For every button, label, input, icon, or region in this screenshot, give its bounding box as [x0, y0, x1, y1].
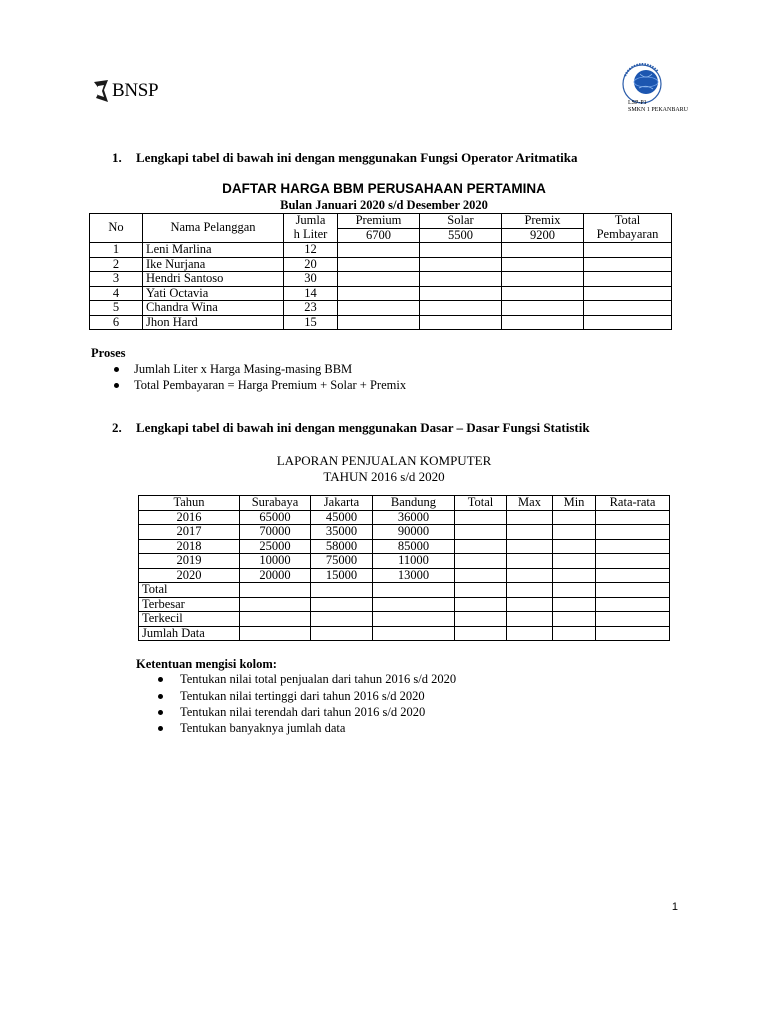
page-number: 1	[671, 901, 678, 913]
row-liter: 30	[284, 272, 338, 287]
empty-cell	[596, 612, 670, 627]
empty-cell	[240, 626, 311, 641]
price-premix: 9200	[502, 228, 584, 243]
empty-cell	[455, 568, 507, 583]
table-row	[90, 286, 672, 301]
ketentuan-item	[158, 672, 456, 687]
empty-cell	[553, 539, 596, 554]
empty-cell	[584, 243, 672, 258]
row-surabaya: 10000	[240, 554, 311, 569]
row-nama: Ike Nurjana	[143, 257, 284, 272]
price-solar: 5500	[420, 228, 502, 243]
empty-cell	[338, 257, 420, 272]
ketentuan-label: Ketentuan mengisi kolom:	[136, 657, 277, 671]
table-row	[139, 510, 670, 525]
empty-cell	[420, 301, 502, 316]
header-premium: Premium	[338, 214, 420, 229]
empty-cell	[455, 612, 507, 627]
header-surabaya: Surabaya	[240, 496, 311, 511]
bullet-icon	[158, 677, 163, 682]
row-tahun: 2018	[139, 539, 240, 554]
empty-cell	[311, 626, 373, 641]
empty-cell	[420, 315, 502, 330]
q2-instruction: Lengkapi tabel di bawah ini dengan menggunakan Dasar – Dasar Fungsi Statistik	[136, 420, 590, 435]
table-header-row	[139, 496, 670, 511]
table-row	[90, 301, 672, 316]
proses-text: Jumlah Liter x Harga Masing-masing BBM	[134, 362, 353, 376]
table-row	[90, 315, 672, 330]
header-jumlah-liter-2: h Liter	[284, 228, 338, 243]
row-no: 6	[90, 315, 143, 330]
empty-cell	[596, 568, 670, 583]
header-total-1: Total	[584, 214, 672, 229]
row-jakarta: 45000	[311, 510, 373, 525]
empty-cell	[507, 539, 553, 554]
empty-cell	[420, 286, 502, 301]
summary-label: Terbesar	[139, 597, 240, 612]
empty-cell	[553, 612, 596, 627]
summary-row	[139, 597, 670, 612]
row-tahun: 2016	[139, 510, 240, 525]
empty-cell	[373, 597, 455, 612]
empty-cell	[553, 525, 596, 540]
empty-cell	[420, 257, 502, 272]
row-jakarta: 15000	[311, 568, 373, 583]
empty-cell	[338, 315, 420, 330]
header-no: No	[90, 214, 143, 243]
ketentuan-text: Tentukan nilai total penjualan dari tahun 2016 s/d 2020	[180, 672, 457, 686]
table-row	[90, 272, 672, 287]
empty-cell	[596, 597, 670, 612]
empty-cell	[311, 597, 373, 612]
table-row	[90, 243, 672, 258]
header-bandung: Bandung	[373, 496, 455, 511]
empty-cell	[553, 597, 596, 612]
empty-cell	[311, 612, 373, 627]
header-total-2: Pembayaran	[584, 228, 672, 243]
empty-cell	[373, 583, 455, 598]
empty-cell	[420, 243, 502, 258]
row-jakarta: 75000	[311, 554, 373, 569]
row-bandung: 11000	[373, 554, 455, 569]
bullet-icon	[114, 383, 119, 388]
lsp-logo-line2: SMKN 1 PEKANBARU	[628, 107, 689, 113]
empty-cell	[373, 626, 455, 641]
header-jakarta: Jakarta	[311, 496, 373, 511]
ketentuan-item	[158, 705, 425, 720]
empty-cell	[584, 315, 672, 330]
summary-row	[139, 583, 670, 598]
row-nama: Chandra Wina	[143, 301, 284, 316]
empty-cell	[596, 626, 670, 641]
empty-cell	[420, 272, 502, 287]
empty-cell	[596, 583, 670, 598]
empty-cell	[502, 257, 584, 272]
row-bandung: 13000	[373, 568, 455, 583]
row-jakarta: 58000	[311, 539, 373, 554]
empty-cell	[338, 301, 420, 316]
empty-cell	[338, 272, 420, 287]
empty-cell	[596, 539, 670, 554]
q2-table-title: LAPORAN PENJUALAN KOMPUTER	[276, 453, 492, 468]
ketentuan-text: Tentukan banyaknya jumlah data	[180, 721, 346, 735]
empty-cell	[502, 315, 584, 330]
header-tahun: Tahun	[139, 496, 240, 511]
row-surabaya: 65000	[240, 510, 311, 525]
q1-instruction: Lengkapi tabel di bawah ini dengan menggunakan Fungsi Operator Aritmatika	[136, 150, 578, 165]
bullet-icon	[158, 726, 163, 731]
table-row	[139, 554, 670, 569]
empty-cell	[455, 626, 507, 641]
ketentuan-text: Tentukan nilai tertinggi dari tahun 2016 s/d 2020	[180, 689, 425, 703]
row-bandung: 90000	[373, 525, 455, 540]
row-surabaya: 25000	[240, 539, 311, 554]
ketentuan-text: Tentukan nilai terendah dari tahun 2016 s/d 2020	[180, 705, 426, 719]
bbm-price-table	[89, 213, 672, 330]
empty-cell	[553, 510, 596, 525]
empty-cell	[507, 568, 553, 583]
empty-cell	[584, 301, 672, 316]
row-tahun: 2019	[139, 554, 240, 569]
table-row	[139, 539, 670, 554]
row-no: 2	[90, 257, 143, 272]
q1-number: 1.	[112, 150, 122, 165]
header-premix: Premix	[502, 214, 584, 229]
header-jumlah-liter-1: Jumla	[284, 214, 338, 229]
row-liter: 12	[284, 243, 338, 258]
empty-cell	[502, 272, 584, 287]
empty-cell	[455, 583, 507, 598]
bnsp-emblem-icon	[92, 78, 110, 104]
row-nama: Yati Octavia	[143, 286, 284, 301]
header-nama-pelanggan: Nama Pelanggan	[143, 214, 284, 243]
empty-cell	[553, 583, 596, 598]
empty-cell	[338, 286, 420, 301]
row-nama: Leni Marlina	[143, 243, 284, 258]
empty-cell	[311, 583, 373, 598]
empty-cell	[584, 257, 672, 272]
row-liter: 20	[284, 257, 338, 272]
empty-cell	[455, 525, 507, 540]
row-no: 5	[90, 301, 143, 316]
empty-cell	[584, 272, 672, 287]
empty-cell	[338, 243, 420, 258]
lsp-logo-line1: LSP-P1	[628, 100, 647, 106]
row-surabaya: 20000	[240, 568, 311, 583]
empty-cell	[507, 510, 553, 525]
empty-cell	[584, 286, 672, 301]
empty-cell	[596, 525, 670, 540]
bullet-icon	[158, 694, 163, 699]
proses-text: Total Pembayaran = Harga Premium + Solar + Premix	[134, 378, 407, 392]
header-total: Total	[455, 496, 507, 511]
empty-cell	[502, 301, 584, 316]
empty-cell	[507, 554, 553, 569]
row-no: 1	[90, 243, 143, 258]
table-row	[139, 568, 670, 583]
empty-cell	[507, 597, 553, 612]
row-bandung: 85000	[373, 539, 455, 554]
row-bandung: 36000	[373, 510, 455, 525]
row-no: 3	[90, 272, 143, 287]
empty-cell	[455, 510, 507, 525]
row-surabaya: 70000	[240, 525, 311, 540]
row-liter: 15	[284, 315, 338, 330]
empty-cell	[553, 554, 596, 569]
row-liter: 23	[284, 301, 338, 316]
empty-cell	[502, 286, 584, 301]
q2-number: 2.	[112, 420, 122, 435]
empty-cell	[455, 554, 507, 569]
empty-cell	[507, 583, 553, 598]
empty-cell	[502, 243, 584, 258]
row-tahun: 2020	[139, 568, 240, 583]
q1-table-title: DAFTAR HARGA BBM PERUSAHAAN PERTAMINA	[222, 181, 546, 196]
row-jakarta: 35000	[311, 525, 373, 540]
summary-label: Total	[139, 583, 240, 598]
empty-cell	[455, 597, 507, 612]
header-solar: Solar	[420, 214, 502, 229]
empty-cell	[507, 612, 553, 627]
proses-label: Proses	[91, 346, 126, 360]
empty-cell	[240, 583, 311, 598]
q2-table-subtitle: TAHUN 2016 s/d 2020	[323, 469, 445, 484]
header-max: Max	[507, 496, 553, 511]
empty-cell	[596, 554, 670, 569]
bnsp-logo	[92, 78, 158, 104]
summary-label: Terkecil	[139, 612, 240, 627]
header-min: Min	[553, 496, 596, 511]
summary-row	[139, 612, 670, 627]
empty-cell	[553, 568, 596, 583]
proses-item	[114, 362, 352, 377]
bullet-icon	[158, 710, 163, 715]
header-rata-rata: Rata-rata	[596, 496, 670, 511]
empty-cell	[553, 626, 596, 641]
proses-item	[114, 378, 406, 393]
empty-cell	[507, 525, 553, 540]
bnsp-logo-text: BNSP	[112, 80, 159, 101]
row-nama: Hendri Santoso	[143, 272, 284, 287]
price-premium: 6700	[338, 228, 420, 243]
empty-cell	[507, 626, 553, 641]
empty-cell	[240, 612, 311, 627]
empty-cell	[455, 539, 507, 554]
empty-cell	[373, 612, 455, 627]
table-header-row	[90, 214, 672, 229]
row-no: 4	[90, 286, 143, 301]
row-liter: 14	[284, 286, 338, 301]
sales-report-table	[138, 495, 670, 641]
table-row	[139, 525, 670, 540]
summary-row	[139, 626, 670, 641]
bullet-icon	[114, 367, 119, 372]
row-nama: Jhon Hard	[143, 315, 284, 330]
empty-cell	[240, 597, 311, 612]
table-row	[90, 257, 672, 272]
ketentuan-item	[158, 689, 425, 704]
ketentuan-item	[158, 721, 345, 736]
row-tahun: 2017	[139, 525, 240, 540]
q1-table-subtitle: Bulan Januari 2020 s/d Desember 2020	[280, 198, 488, 212]
empty-cell	[596, 510, 670, 525]
summary-label: Jumlah Data	[139, 626, 240, 641]
